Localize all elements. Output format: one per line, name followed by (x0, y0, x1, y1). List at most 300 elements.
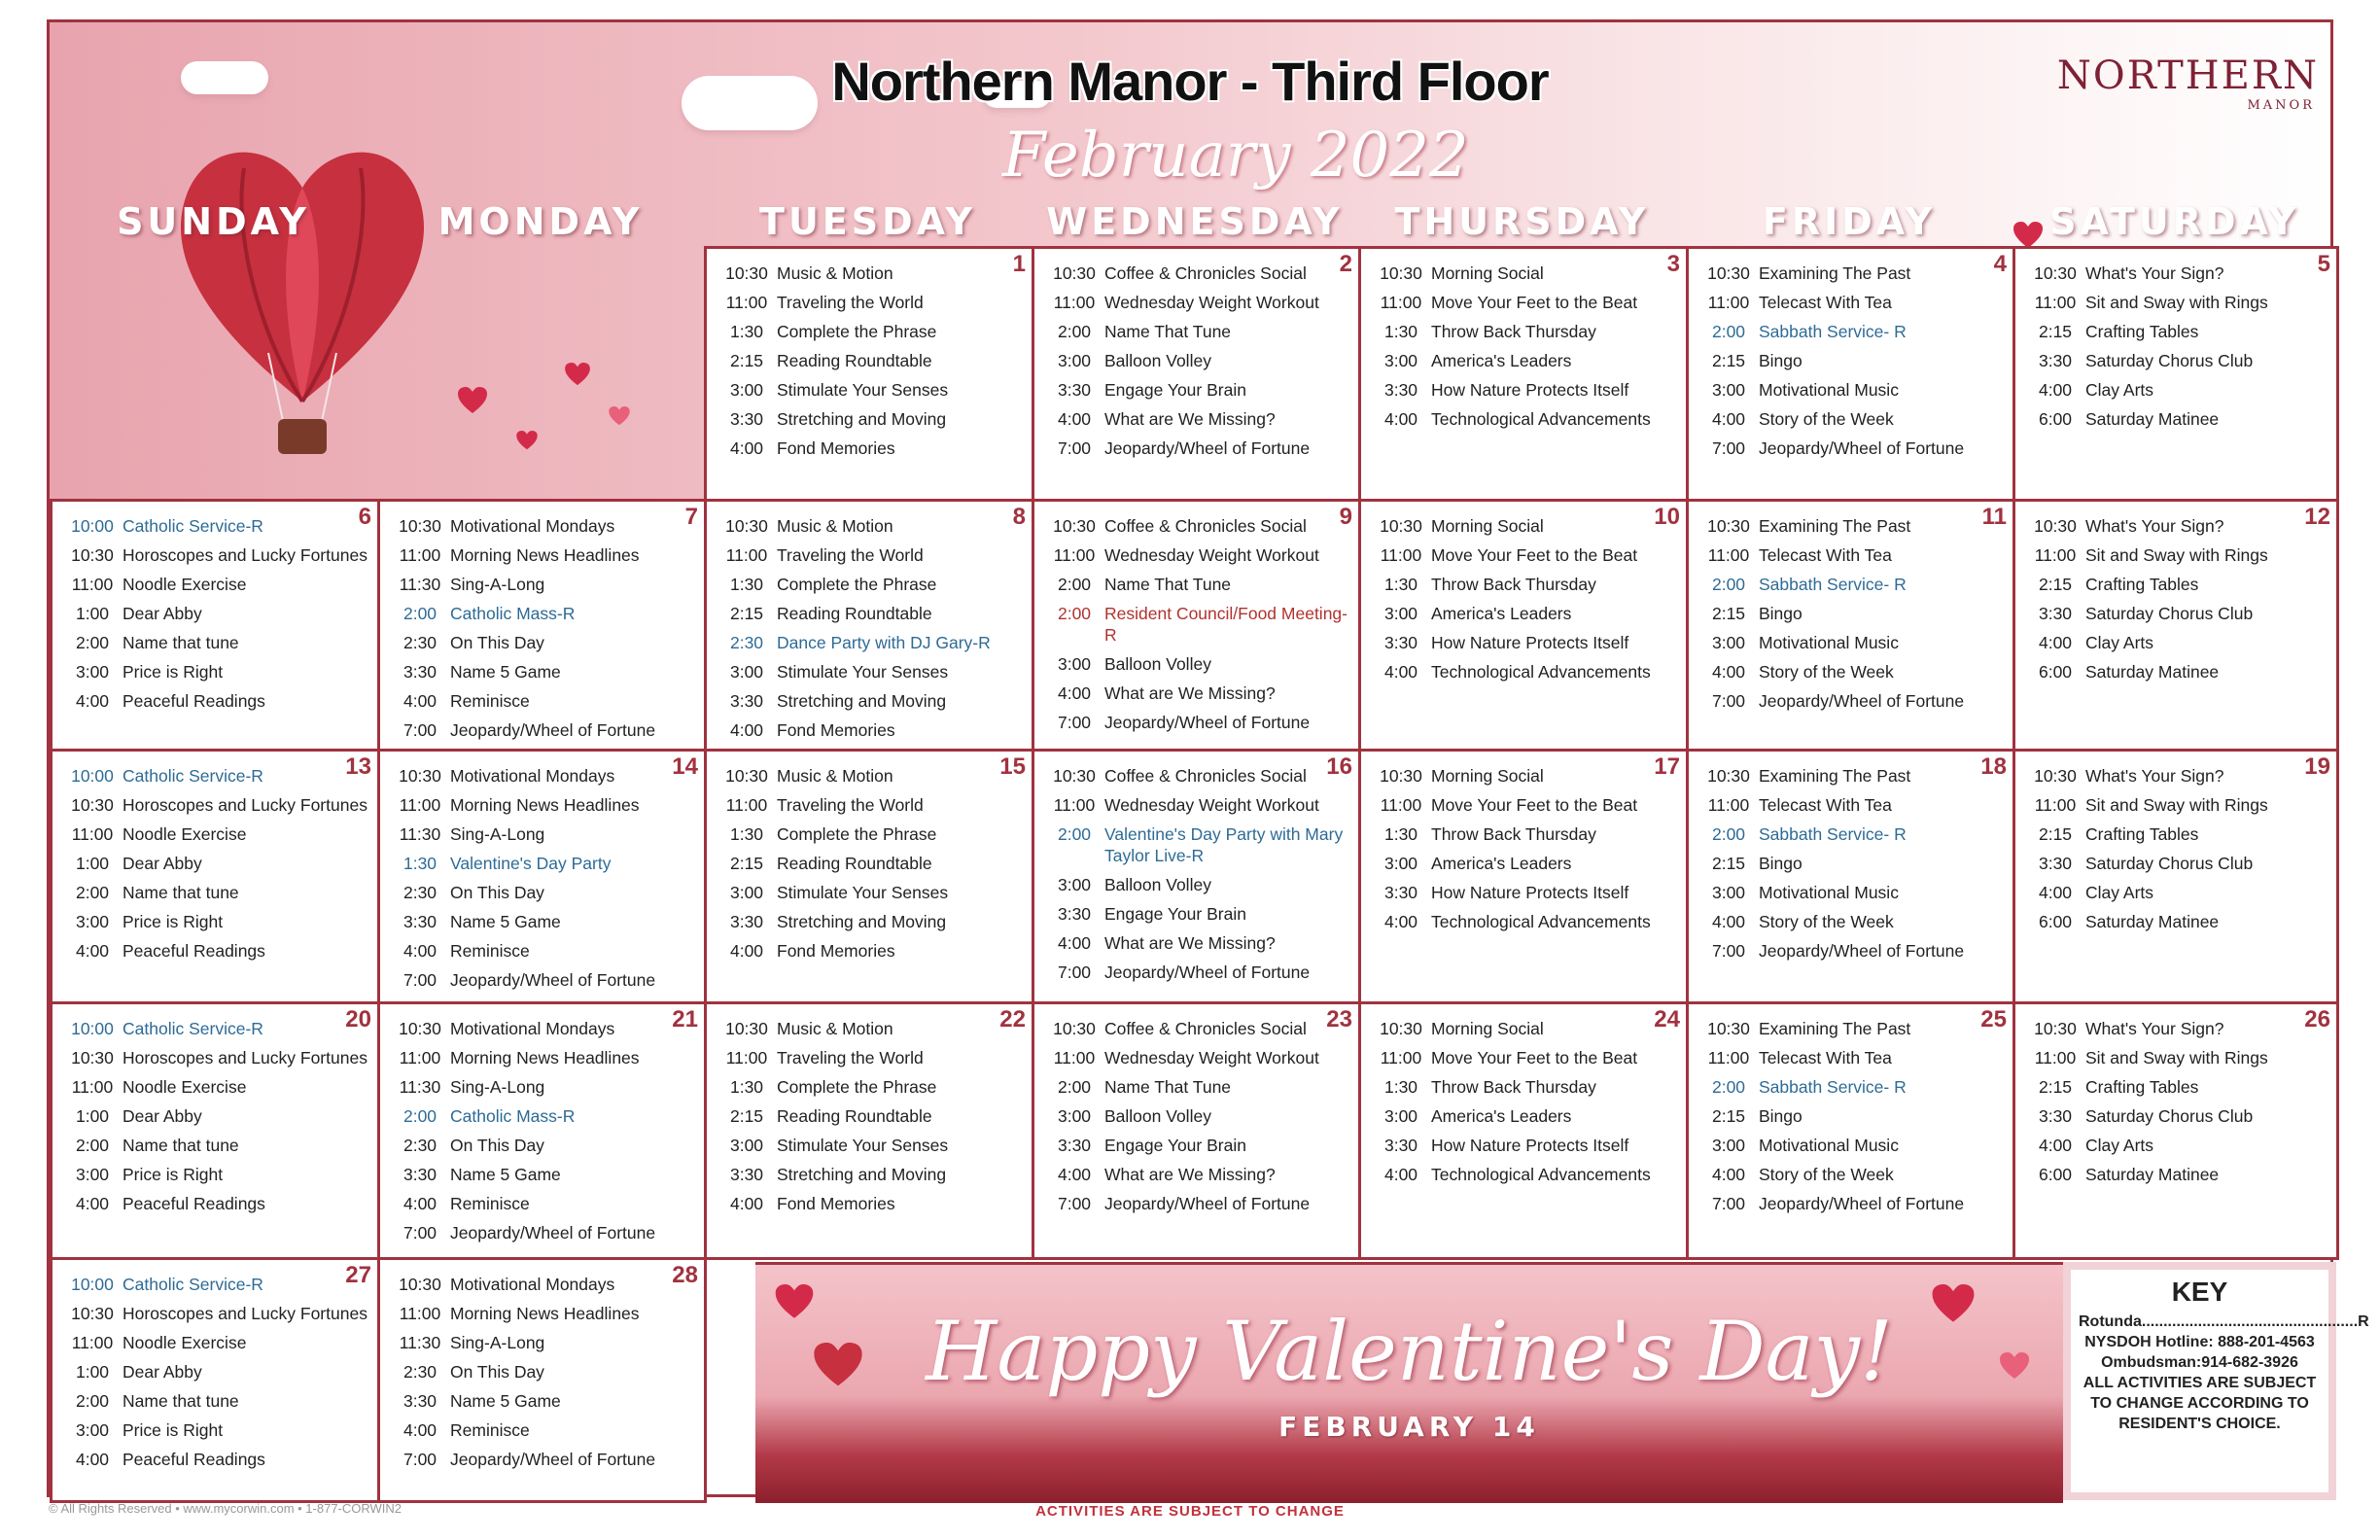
activity-row (2025, 823, 2328, 845)
activity-time: 4:00 (729, 941, 764, 961)
activity-name: How Nature Protects Itself (1431, 1136, 1629, 1155)
activity-row (1044, 1105, 1350, 1127)
activity-name: Jeopardy/Wheel of Fortune (450, 1450, 656, 1469)
activity-row (1044, 765, 1350, 787)
activity-time: 2:00 (1057, 575, 1092, 594)
activity-time: 3:30 (1057, 380, 1092, 400)
activity-name: Engage Your Brain (1104, 1136, 1246, 1155)
activity-row (1371, 765, 1678, 787)
activity-time: 2:15 (1711, 854, 1746, 873)
activity-time: 1:00 (75, 604, 110, 623)
activity-name: Stretching and Moving (777, 1165, 947, 1184)
copyright-footer: © All Rights Reserved • www.mycorwin.com • 1-877-CORWIN2 (49, 1501, 402, 1516)
day-cell (704, 749, 1034, 1004)
weekday-header-monday: MONDAY (438, 200, 644, 243)
activity-time: 10:30 (1707, 766, 1750, 786)
activity-name: Sabbath Service- R (1759, 824, 1907, 844)
activity-name: Stretching and Moving (777, 409, 947, 429)
activity-time: 7:00 (402, 970, 438, 990)
activity-row (1698, 438, 2005, 459)
activity-time: 11:00 (2034, 293, 2077, 312)
activity-row (62, 603, 369, 624)
activity-time: 3:00 (1711, 883, 1746, 902)
activity-row (1044, 903, 1350, 925)
activity-time: 11:00 (1053, 545, 1096, 565)
day-cell (377, 1001, 707, 1260)
activity-row (62, 823, 369, 845)
activity-row (390, 794, 696, 816)
activity-time: 3:00 (1383, 1106, 1418, 1126)
activity-name: Clay Arts (2085, 633, 2154, 652)
activity-name: Name 5 Game (450, 912, 561, 931)
activity-row (717, 632, 1024, 653)
day-cell (1358, 499, 1689, 752)
activity-time: 11:00 (399, 1048, 441, 1068)
activity-row (62, 911, 369, 932)
activity-name: Price is Right (122, 1165, 224, 1184)
activity-name: Traveling the World (777, 545, 924, 565)
activity-row (1371, 350, 1678, 371)
activity-row (62, 1193, 369, 1214)
activity-time: 11:00 (1707, 545, 1750, 565)
day-number: 15 (999, 753, 1026, 780)
day-number: 26 (2304, 1006, 2330, 1032)
activity-time: 11:00 (71, 1333, 114, 1352)
day-cell (2012, 1001, 2339, 1260)
activity-row (2025, 882, 2328, 903)
activity-name: Music & Motion (777, 1019, 893, 1038)
activity-time: 7:00 (1057, 713, 1092, 732)
activity-time: 11:00 (725, 545, 768, 565)
activity-time: 1:30 (729, 322, 764, 341)
activity-name: Stimulate Your Senses (777, 380, 949, 400)
activity-time: 4:00 (402, 1420, 438, 1440)
activity-row (717, 940, 1024, 962)
activity-name: Complete the Phrase (777, 322, 937, 341)
activity-name: What's Your Sign? (2085, 766, 2224, 786)
activity-name: Story of the Week (1759, 662, 1894, 682)
activity-time: 3:30 (729, 1165, 764, 1184)
activity-name: Motivational Music (1759, 883, 1899, 902)
day-number: 28 (672, 1262, 698, 1288)
activity-time: 2:30 (402, 1136, 438, 1155)
activity-time: 4:00 (2038, 1136, 2073, 1155)
activity-time: 11:00 (725, 1048, 768, 1068)
activity-name: Sit and Sway with Rings (2085, 795, 2268, 815)
activity-time: 10:30 (1053, 766, 1096, 786)
activity-name: On This Day (450, 883, 544, 902)
activity-time: 11:00 (2034, 795, 2077, 815)
activity-time: 6:00 (2038, 662, 2073, 682)
activity-row (717, 882, 1024, 903)
day-number: 3 (1666, 251, 1680, 277)
activity-name: Name 5 Game (450, 1165, 561, 1184)
activity-time: 10:30 (1380, 766, 1422, 786)
activity-name: America's Leaders (1431, 604, 1572, 623)
activity-name: What are We Missing? (1104, 409, 1276, 429)
activity-time: 3:30 (402, 1391, 438, 1411)
activity-name: Sing-A-Long (450, 575, 545, 594)
activity-time: 4:00 (1711, 912, 1746, 931)
activity-row (62, 1018, 369, 1039)
activity-name: Sing-A-Long (450, 1333, 545, 1352)
activity-name: Wednesday Weight Workout (1104, 1048, 1319, 1068)
valentines-banner (755, 1262, 2063, 1503)
activity-row (1044, 1135, 1350, 1156)
day-number: 8 (1012, 504, 1026, 530)
activity-row (1698, 379, 2005, 401)
day-cell (1686, 1001, 2015, 1260)
activity-name: Engage Your Brain (1104, 380, 1246, 400)
activity-row (2025, 1135, 2328, 1156)
activity-time: 3:30 (2038, 1106, 2073, 1126)
activity-row (390, 1105, 696, 1127)
activity-time: 4:00 (1383, 662, 1418, 682)
activity-row (390, 1303, 696, 1324)
activity-name: Motivational Mondays (450, 1019, 615, 1038)
activity-time: 3:30 (1383, 633, 1418, 652)
activity-name: What are We Missing? (1104, 1165, 1276, 1184)
activity-time: 10:30 (725, 263, 768, 283)
activity-row (2025, 574, 2328, 595)
change-notice-footer: ACTIVITIES ARE SUBJECT TO CHANGE (1035, 1503, 1345, 1520)
activity-time: 3:00 (1057, 875, 1092, 894)
activity-name: Complete the Phrase (777, 1077, 937, 1097)
activity-row (1044, 515, 1350, 537)
activity-time: 11:00 (1707, 293, 1750, 312)
northern-manor-logo (2057, 53, 2319, 113)
activity-time: 11:00 (1380, 1048, 1422, 1068)
activity-name: Valentine's Day Party with Mary Taylor Live-R (1104, 824, 1344, 865)
activity-time: 3:00 (1383, 351, 1418, 370)
day-cell (1032, 1001, 1361, 1260)
day-number: 13 (345, 753, 371, 780)
activity-row (1371, 632, 1678, 653)
activity-time: 7:00 (1711, 438, 1746, 458)
heart-icon (609, 406, 630, 426)
activity-time: 4:00 (402, 1194, 438, 1213)
activity-row (62, 515, 369, 537)
key-box (2063, 1262, 2369, 1500)
key-rotunda-code: R (2358, 1313, 2369, 1330)
activity-name: On This Day (450, 1136, 544, 1155)
activity-row (2025, 853, 2328, 874)
activity-time: 3:30 (1383, 1136, 1418, 1155)
activity-time: 11:00 (1380, 795, 1422, 815)
activity-name: Coffee & Chronicles Social (1104, 1019, 1307, 1038)
activity-time: 1:30 (1383, 824, 1418, 844)
activity-name: How Nature Protects Itself (1431, 380, 1629, 400)
activity-name: Horoscopes and Lucky Fortunes (122, 1048, 368, 1068)
activity-name: Complete the Phrase (777, 575, 937, 594)
activity-time: 4:00 (1383, 1165, 1418, 1184)
activity-time: 2:15 (2038, 1077, 2073, 1097)
activity-name: Name that tune (122, 1391, 239, 1411)
activity-name: Jeopardy/Wheel of Fortune (1759, 1194, 1965, 1213)
activity-time: 2:00 (402, 604, 438, 623)
activity-name: Motivational Music (1759, 633, 1899, 652)
activity-row (1044, 262, 1350, 284)
activity-time: 3:00 (729, 883, 764, 902)
activity-time: 11:00 (1380, 293, 1422, 312)
activity-row (62, 940, 369, 962)
activity-name: Reminisce (450, 691, 530, 711)
activity-time: 2:00 (1711, 575, 1746, 594)
activity-time: 10:30 (1707, 263, 1750, 283)
activity-name: Reminisce (450, 1420, 530, 1440)
activity-name: Move Your Feet to the Beat (1431, 545, 1638, 565)
activity-name: Coffee & Chronicles Social (1104, 263, 1307, 283)
activity-time: 10:30 (725, 516, 768, 536)
activity-name: Telecast With Tea (1759, 293, 1892, 312)
activity-time: 11:00 (725, 795, 768, 815)
weekday-header-friday: FRIDAY (1762, 200, 1937, 243)
day-number: 21 (672, 1006, 698, 1032)
activity-time: 1:30 (402, 854, 438, 873)
day-number: 1 (1012, 251, 1026, 277)
day-number: 18 (1980, 753, 2007, 780)
activity-time: 4:00 (2038, 633, 2073, 652)
activity-time: 3:00 (729, 380, 764, 400)
activity-time: 1:30 (729, 824, 764, 844)
key-notice: ALL ACTIVITIES ARE SUBJECT TO CHANGE ACCORDING TO RESIDENT'S CHOICE. (2082, 1375, 2317, 1432)
activity-name: Catholic Service-R (122, 766, 263, 786)
activity-row (1044, 574, 1350, 595)
activity-time: 11:00 (399, 1304, 441, 1323)
activity-row (1698, 1047, 2005, 1068)
activity-row (1044, 874, 1350, 895)
activity-time: 3:30 (1383, 883, 1418, 902)
day-cell (377, 1257, 707, 1503)
activity-name: Dear Abby (122, 854, 202, 873)
activity-row (1371, 515, 1678, 537)
activity-time: 2:15 (1711, 351, 1746, 370)
activity-name: Jeopardy/Wheel of Fortune (1104, 713, 1311, 732)
activity-name: What are We Missing? (1104, 683, 1276, 703)
activity-name: Catholic Mass-R (450, 604, 576, 623)
activity-name: Name That Tune (1104, 1077, 1232, 1097)
activity-name: Story of the Week (1759, 912, 1894, 931)
activity-name: Stimulate Your Senses (777, 1136, 949, 1155)
activity-row (1044, 1018, 1350, 1039)
activity-time: 7:00 (1057, 962, 1092, 982)
activity-time: 10:30 (399, 1275, 441, 1294)
activity-time: 3:30 (1057, 904, 1092, 924)
activity-name: America's Leaders (1431, 854, 1572, 873)
activity-name: Catholic Service-R (122, 1275, 263, 1294)
activity-row (2025, 794, 2328, 816)
activity-row (1698, 940, 2005, 962)
activity-name: Sabbath Service- R (1759, 1077, 1907, 1097)
activity-row (1698, 690, 2005, 712)
day-number: 4 (1993, 251, 2007, 277)
activity-row (1371, 379, 1678, 401)
activity-name: Clay Arts (2085, 380, 2154, 400)
activity-row (62, 544, 369, 566)
calendar-frame (47, 19, 2369, 1497)
month-title: February 2022 (1002, 120, 1469, 192)
activity-time: 2:00 (75, 1136, 110, 1155)
day-number: 9 (1339, 504, 1352, 530)
activity-time: 2:00 (1057, 604, 1092, 623)
activity-row (1371, 574, 1678, 595)
activity-name: Reading Roundtable (777, 1106, 932, 1126)
activity-time: 2:15 (729, 351, 764, 370)
activity-time: 2:15 (1711, 604, 1746, 623)
activity-row (62, 1076, 369, 1098)
activity-name: Morning News Headlines (450, 545, 640, 565)
activity-name: Balloon Volley (1104, 1106, 1211, 1126)
activity-time: 10:30 (2034, 766, 2077, 786)
activity-name: Sabbath Service- R (1759, 322, 1907, 341)
activity-row (717, 1135, 1024, 1156)
activity-name: Saturday Matinee (2085, 409, 2220, 429)
activity-name: America's Leaders (1431, 1106, 1572, 1126)
activity-row (390, 1193, 696, 1214)
activity-name: Reminisce (450, 941, 530, 961)
activity-row (717, 262, 1024, 284)
activity-name: Examining The Past (1759, 516, 1911, 536)
day-cell (2012, 499, 2339, 752)
activity-time: 10:30 (1380, 263, 1422, 283)
day-cell (50, 499, 380, 752)
activity-time: 11:00 (1053, 293, 1096, 312)
activity-row (390, 882, 696, 903)
activity-row (390, 1164, 696, 1185)
activity-row (1371, 1135, 1678, 1156)
activity-name: Jeopardy/Wheel of Fortune (1104, 438, 1311, 458)
activity-row (1044, 682, 1350, 704)
day-cell (50, 1001, 380, 1260)
activity-row (62, 1047, 369, 1068)
activity-row (62, 1361, 369, 1382)
activity-row (62, 690, 369, 712)
activity-name: Sit and Sway with Rings (2085, 293, 2268, 312)
activity-time: 7:00 (1711, 1194, 1746, 1213)
activity-time: 10:30 (1053, 516, 1096, 536)
day-number: 22 (999, 1006, 1026, 1032)
activity-time: 11:00 (71, 1077, 114, 1097)
activity-time: 1:00 (75, 854, 110, 873)
activity-row (2025, 632, 2328, 653)
activity-row (1698, 1193, 2005, 1214)
activity-name: Dear Abby (122, 604, 202, 623)
activity-row (2025, 1164, 2328, 1185)
day-number: 17 (1654, 753, 1680, 780)
activity-row (2025, 911, 2328, 932)
activity-name: Morning News Headlines (450, 795, 640, 815)
activity-name: Music & Motion (777, 263, 893, 283)
activity-time: 11:00 (1053, 1048, 1096, 1068)
activity-row (1371, 1164, 1678, 1185)
activity-name: Crafting Tables (2085, 824, 2199, 844)
activity-row (390, 765, 696, 787)
activity-row (1044, 321, 1350, 342)
day-cell (1686, 246, 2015, 502)
activity-name: Peaceful Readings (122, 941, 265, 961)
activity-time: 2:15 (2038, 322, 2073, 341)
activity-row (390, 515, 696, 537)
activity-time: 11:00 (2034, 545, 2077, 565)
activity-row (390, 574, 696, 595)
activity-name: Noodle Exercise (122, 824, 247, 844)
activity-name: On This Day (450, 1362, 544, 1382)
activity-name: On This Day (450, 633, 544, 652)
activity-name: Catholic Service-R (122, 516, 263, 536)
activity-row (1698, 1135, 2005, 1156)
activity-row (62, 1303, 369, 1324)
day-cell (1032, 749, 1361, 1004)
activity-time: 10:30 (71, 1304, 114, 1323)
activity-name: Reading Roundtable (777, 854, 932, 873)
activity-time: 3:00 (75, 1420, 110, 1440)
hot-air-balloon-illustration (147, 110, 458, 460)
activity-row (717, 690, 1024, 712)
activity-time: 10:30 (1380, 516, 1422, 536)
activity-name: Noodle Exercise (122, 575, 247, 594)
activity-row (2025, 661, 2328, 682)
activity-name: Noodle Exercise (122, 1077, 247, 1097)
activity-row (390, 661, 696, 682)
heart-icon (516, 431, 538, 450)
activity-name: Technological Advancements (1431, 662, 1651, 682)
day-number: 24 (1654, 1006, 1680, 1032)
activity-row (390, 1018, 696, 1039)
activity-time: 3:00 (1057, 654, 1092, 674)
activity-row (717, 1105, 1024, 1127)
weekday-header-tuesday: TUESDAY (759, 200, 976, 243)
day-number: 7 (684, 504, 698, 530)
activity-time: 7:00 (1057, 438, 1092, 458)
activity-time: 4:00 (2038, 883, 2073, 902)
activity-row (2025, 765, 2328, 787)
activity-name: Jeopardy/Wheel of Fortune (450, 1223, 656, 1242)
activity-row (1371, 823, 1678, 845)
activity-name: Music & Motion (777, 766, 893, 786)
activity-name: Music & Motion (777, 516, 893, 536)
activity-name: Valentine's Day Party (450, 854, 612, 873)
activity-row (2025, 1047, 2328, 1068)
activity-name: Balloon Volley (1104, 654, 1211, 674)
activity-row (62, 1164, 369, 1185)
valentines-date: FEBRUARY 14 (1278, 1411, 1540, 1443)
activity-name: Move Your Feet to the Beat (1431, 1048, 1638, 1068)
activity-time: 2:00 (402, 1106, 438, 1126)
activity-time: 2:00 (75, 633, 110, 652)
activity-name: Technological Advancements (1431, 409, 1651, 429)
activity-row (62, 1274, 369, 1295)
activity-time: 10:30 (1053, 263, 1096, 283)
activity-name: Coffee & Chronicles Social (1104, 516, 1307, 536)
activity-row (717, 661, 1024, 682)
activity-row (390, 719, 696, 741)
activity-time: 7:00 (1711, 691, 1746, 711)
day-cell (2012, 749, 2339, 1004)
activity-time: 1:30 (1383, 1077, 1418, 1097)
activity-time: 10:00 (71, 516, 114, 536)
activity-name: Telecast With Tea (1759, 795, 1892, 815)
activity-time: 4:00 (1383, 409, 1418, 429)
day-cell (2012, 246, 2339, 502)
activity-time: 4:00 (402, 691, 438, 711)
activity-row (1698, 1018, 2005, 1039)
activity-row (62, 765, 369, 787)
activity-time: 11:00 (1707, 1048, 1750, 1068)
activity-row (1698, 632, 2005, 653)
logo-main: NORTHERN (2056, 53, 2319, 98)
day-number: 25 (1980, 1006, 2007, 1032)
activity-row (1698, 262, 2005, 284)
